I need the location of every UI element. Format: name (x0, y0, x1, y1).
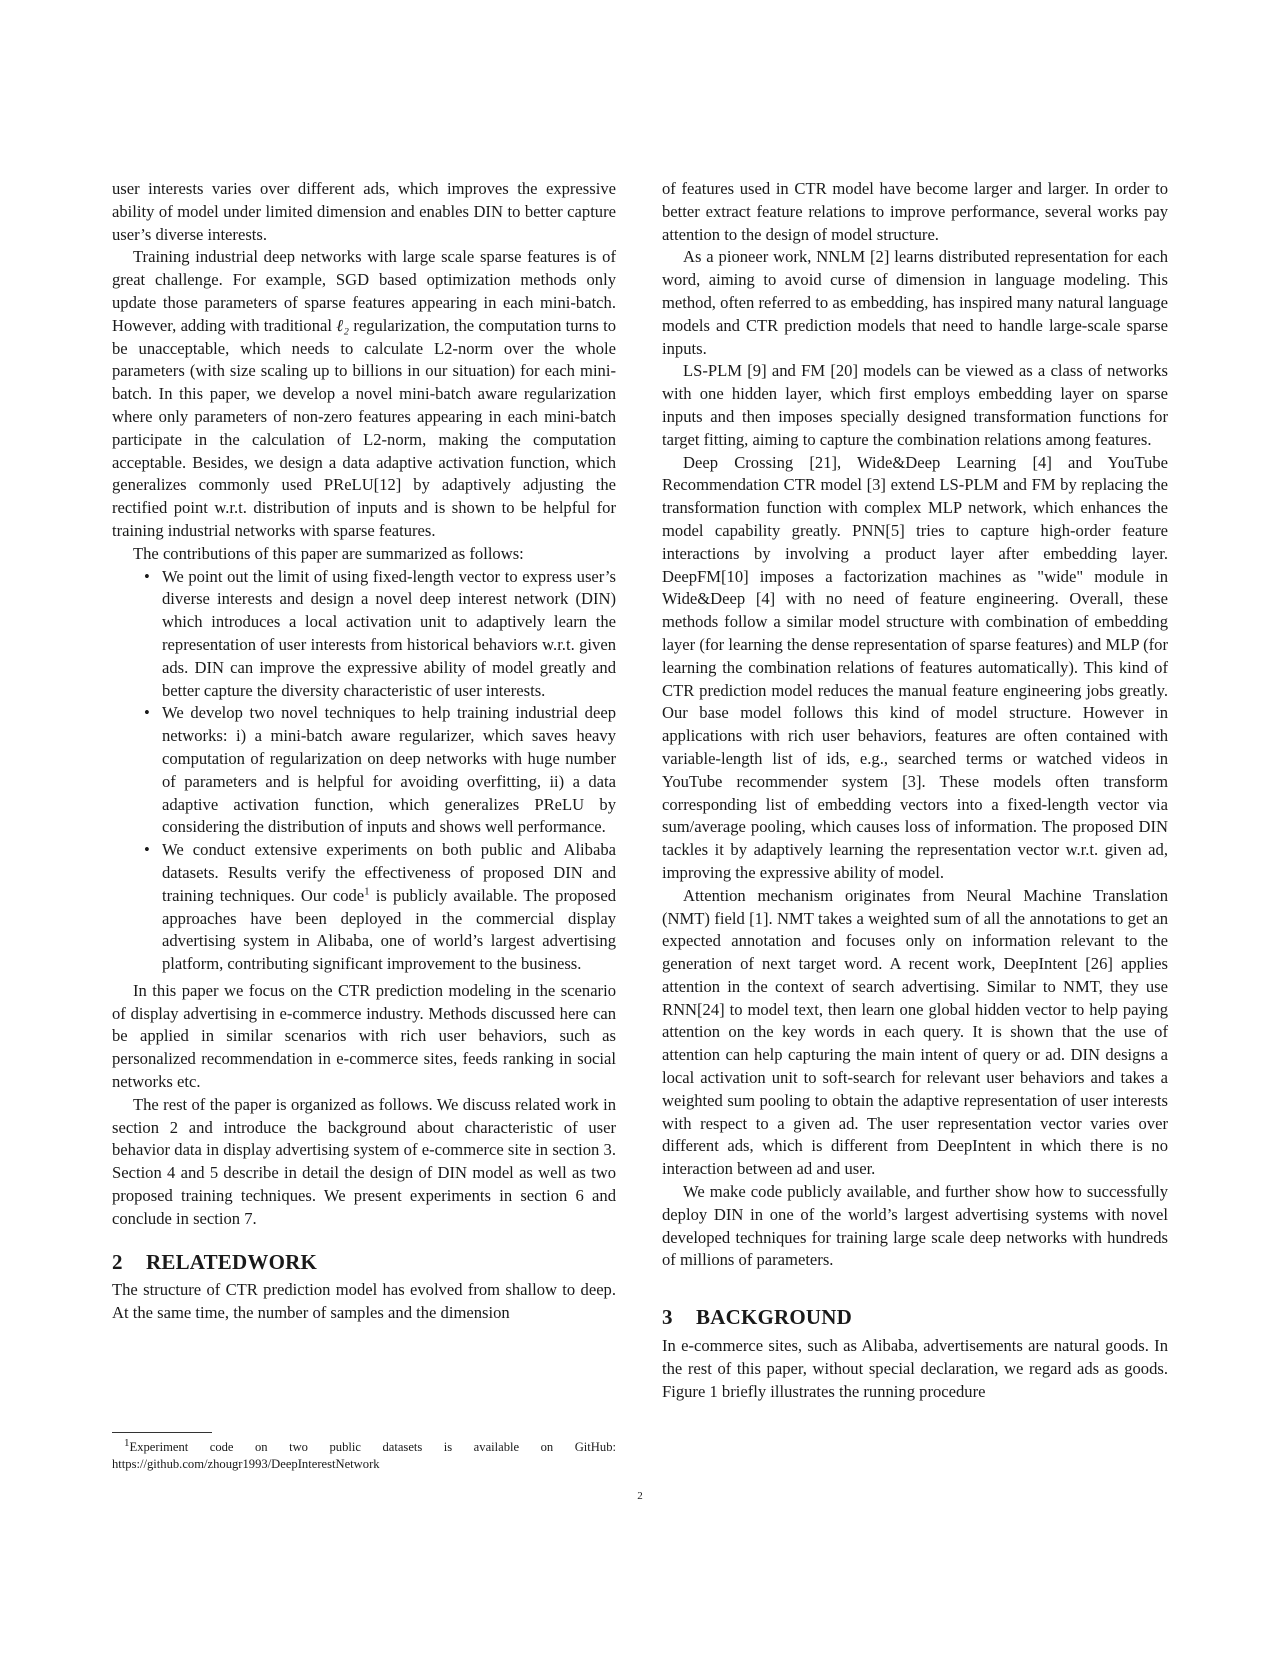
section-number: 2 (112, 1249, 123, 1274)
list-item (162, 839, 616, 976)
page-number: 2 (637, 1490, 643, 1502)
paragraph: In this paper we focus on the CTR prediction modeling in the scenario of display advertising in e-commerce industry. Methods discussed here can be applied in similar scenarios with rich user behaviors, such as personalized recommendation in e-commerce sites, feeds ranking in social networks etc. (112, 980, 616, 1092)
footnote-marker: 1 (124, 1436, 130, 1449)
section-title: RELATEDWORK (146, 1249, 317, 1274)
paragraph: As a pioneer work, NNLM [2] learns distributed representation for each word, aiming to avoid curse of dimension in language modeling. This method, often referred to as embedding, has inspired many natural language models and CTR prediction models that need to handle large-scale sparse inputs. (662, 247, 1168, 358)
paragraph: LS-PLM [9] and FM [20] models can be viewed as a class of networks with one hidden layer, which first employs embedding layer on sparse inputs and then imposes specially designed transformation functions for target fitting, aiming to capture the combination relations among features. (662, 361, 1168, 449)
paragraph-text: Training industrial deep networks with large scale sparse features is of great challenge. For example, SGD based optimization methods only update those parameters of sparse features appearing in each mini-batch. However, adding with traditional (112, 247, 616, 335)
paragraph: The contributions of this paper are summarized as follows: (133, 543, 524, 563)
right-column (662, 178, 1168, 1403)
paragraph: of features used in CTR model have become larger and larger. In order to better extract feature relations to improve performance, several works pay attention to the design of model structure. (662, 179, 1168, 244)
paragraph: Attention mechanism originates from Neural Machine Translation (NMT) field [1]. NMT takes a weighted sum of all the annotations to get an expected annotation and focuses only on information relevant to the generation of next target word. A recent work, DeepIntent [26] applies attention in the context of search advertising. Similar to NMT, they use RNN[24] to model text, then learn one global hidden vector to help paying attention on the key words in each query. It is shown that the use of attention can help capturing the main intent of query or ad. DIN designs a local activation unit to soft-search for relevant user behaviors and takes a weighted sum pooling to obtain the adaptive representation of user interests with respect to a given ad. The user representation vector varies over different ads, which is different from DeepIntent in which there is no interaction between ad and user. (662, 885, 1168, 1179)
footnote (112, 1432, 616, 1473)
paragraph (112, 246, 616, 542)
footnote-body: Experiment code on two public datasets is available on GitHub: https://github.com/zhougr1993/DeepInterestNetwork (112, 1440, 616, 1471)
left-column (112, 178, 616, 1325)
contributions-list (112, 566, 616, 976)
paragraph: We make code publicly available, and further show how to successfully deploy DIN in one of the world’s largest advertising systems with novel developed techniques for training large scale deep networks with hundreds of millions of parameters. (662, 1182, 1168, 1270)
paragraph: Deep Crossing [21], Wide&Deep Learning [4] and YouTube Recommendation CTR model [3] extend LS-PLM and FM by replacing the transformation function with complex MLP network, which enhances the model capability greatly. PNN[5] tries to capture high-order feature interactions by involving a product layer after embedding layer. DeepFM[10] imposes a factorization machines as "wide" module in Wide&Deep [4] with no need of feature engineering. Overall, these methods follow a similar model structure with combination of embedding layer (for learning the dense representation of sparse features) and MLP (for learning the combination relations of features automatically). This kind of CTR prediction model reduces the manual feature engineering jobs greatly. Our base model follows this kind of model structure. However in applications with rich user behaviors, features are often contained with variable-length list of ids, e.g., searched terms or watched videos in YouTube recommender system [3]. These models often transform corresponding list of embedding vectors into a fixed-length vector via sum/average pooling, which causes loss of information. The proposed DIN tackles it by adaptively learning the representation vector w.r.t. given ad, improving the expressive ability of model. (662, 452, 1168, 882)
list-item: • We develop two novel techniques to help training industrial deep networks: i) a mini-batch aware regularizer, which saves heavy computation of regularization on deep networks with huge number of parameters and is helpful for avoiding overfitting, ii) a data adaptive activation function, which generalizes PReLU by considering the distribution of inputs and shows well performance. (162, 702, 616, 839)
paragraph: user interests varies over different ads, which improves the expressive ability of model under limited dimension and enables DIN to better capture user’s diverse interests. (112, 179, 616, 244)
list-item-text: is publicly available. The proposed approaches have been deployed in the commercial display advertising system in Alibaba, one of world’s largest advertising platform, contributing significant improvement to the business. (162, 885, 616, 974)
paragraph: The structure of CTR prediction model has evolved from shallow to deep. At the same time, the number of samples and the dimension (112, 1280, 616, 1323)
footnote-marker: 1 (364, 885, 370, 898)
section-heading (112, 1251, 616, 1274)
footnote-rule (112, 1432, 212, 1433)
paragraph-text: regularization, the computation turns to be unacceptable, which needs to calculate L2-norm over the whole parameters (with size scaling up to billions in our situation) for each mini-batch. In this paper, we develop a novel mini-batch aware regularization where only parameters of non-zero features appearing in each mini-batch participate in the calculation of L2-norm, making the computation acceptable. Besides, we design a data adaptive activation function, which generalizes commonly used PReLU[12] by adaptively adjusting the rectified point w.r.t. distribution of inputs and is shown to be helpful for training industrial networks with sparse features. (112, 315, 616, 540)
section-number: 3 (662, 1305, 673, 1330)
footnote-text (112, 1436, 616, 1473)
paragraph: The rest of the paper is organized as follows. We discuss related work in section 2 and introduce the background about characteristic of user behavior data in display advertising system of e-commerce site in section 3. Section 4 and 5 describe in detail the design of DIN model as well as two proposed training techniques. We present experiments in section 6 and conclude in section 7. (112, 1094, 616, 1228)
l2-symbol: ℓ₂ (336, 315, 350, 335)
paragraph: In e-commerce sites, such as Alibaba, advertisements are natural goods. In the rest of this paper, without special declaration, we regard ads as goods. Figure 1 briefly illustrates the running procedure (662, 1336, 1168, 1401)
list-item: • We point out the limit of using fixed-length vector to express user’s diverse interests and design a novel deep interest network (DIN) which introduces a local activation unit to adaptively learn the representation of user interests from historical behaviors w.r.t. given ads. DIN can improve the expressive ability of model greatly and better capture the diversity characteristic of user interests. (162, 566, 616, 703)
list-item-text: We conduct extensive experiments on both public and Alibaba datasets. Results verify the effectiveness of proposed DIN and training techniques. Our code (162, 840, 616, 905)
section-title: BACKGROUND (696, 1305, 853, 1330)
section-heading (662, 1306, 1168, 1329)
